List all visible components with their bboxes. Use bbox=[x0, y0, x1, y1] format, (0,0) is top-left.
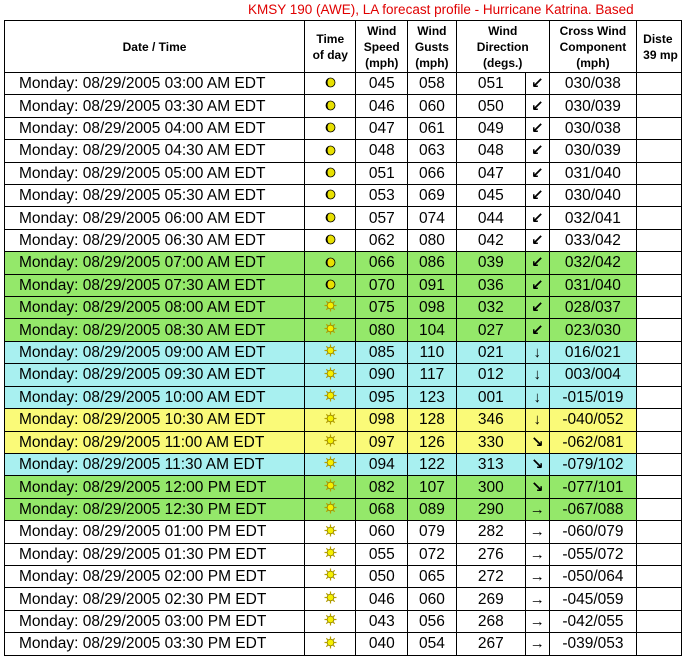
cell-wind-direction: 313 bbox=[456, 453, 525, 475]
cell-cross-wind: 032/041 bbox=[549, 207, 636, 229]
cell-wind-gusts: 054 bbox=[408, 633, 457, 655]
wind-arrow-icon: ↘ bbox=[525, 431, 549, 453]
cell-wind-speed: 097 bbox=[356, 431, 408, 453]
cell-cross-wind: 032/042 bbox=[549, 252, 636, 274]
cell-cross-wind: -062/081 bbox=[549, 431, 636, 453]
wind-arrow-icon: ↙ bbox=[525, 95, 549, 117]
cell-datetime: Monday: 08/29/2005 02:00 PM EDT bbox=[5, 565, 305, 587]
cell-wind-direction: 048 bbox=[456, 140, 525, 162]
cell-wind-gusts: 066 bbox=[408, 162, 457, 184]
table-row[interactable] bbox=[5, 476, 682, 498]
cell-cross-wind: 028/037 bbox=[549, 297, 636, 319]
cell-wind-speed: 057 bbox=[356, 207, 408, 229]
cell-distance bbox=[637, 73, 682, 95]
wind-arrow-icon: → bbox=[525, 543, 549, 565]
cell-wind-gusts: 110 bbox=[408, 341, 457, 363]
cell-wind-gusts: 065 bbox=[408, 565, 457, 587]
cell-distance bbox=[637, 140, 682, 162]
cell-wind-direction: 290 bbox=[456, 498, 525, 520]
table-row[interactable] bbox=[5, 364, 682, 386]
cell-datetime: Monday: 08/29/2005 10:30 AM EDT bbox=[5, 409, 305, 431]
cell-distance bbox=[637, 252, 682, 274]
wind-arrow-icon: ↓ bbox=[525, 341, 549, 363]
cell-cross-wind: 030/039 bbox=[549, 140, 636, 162]
cell-cross-wind: 030/040 bbox=[549, 185, 636, 207]
cell-wind-speed: 040 bbox=[356, 633, 408, 655]
cell-distance bbox=[637, 543, 682, 565]
cell-wind-direction: 050 bbox=[456, 95, 525, 117]
cell-cross-wind: -015/019 bbox=[549, 386, 636, 408]
wind-arrow-icon: → bbox=[525, 633, 549, 655]
sun-icon bbox=[305, 476, 356, 498]
cell-wind-direction: 269 bbox=[456, 588, 525, 610]
cell-cross-wind: 030/038 bbox=[549, 117, 636, 139]
cell-datetime: Monday: 08/29/2005 02:30 PM EDT bbox=[5, 588, 305, 610]
table-row[interactable] bbox=[5, 565, 682, 587]
wind-arrow-icon: ↘ bbox=[525, 476, 549, 498]
sun-icon bbox=[305, 565, 356, 587]
header-datetime[interactable]: Date / Time bbox=[5, 21, 305, 73]
cell-datetime: Monday: 08/29/2005 11:00 AM EDT bbox=[5, 431, 305, 453]
cell-wind-speed: 082 bbox=[356, 476, 408, 498]
cell-wind-direction: 012 bbox=[456, 364, 525, 386]
cell-wind-gusts: 107 bbox=[408, 476, 457, 498]
cell-datetime: Monday: 08/29/2005 08:30 AM EDT bbox=[5, 319, 305, 341]
cell-wind-speed: 066 bbox=[356, 252, 408, 274]
cell-cross-wind: 016/021 bbox=[549, 341, 636, 363]
cell-cross-wind: -039/053 bbox=[549, 633, 636, 655]
cell-wind-direction: 346 bbox=[456, 409, 525, 431]
cell-wind-gusts: 080 bbox=[408, 229, 457, 251]
cell-distance bbox=[637, 633, 682, 655]
cell-datetime: Monday: 08/29/2005 03:00 AM EDT bbox=[5, 73, 305, 95]
cell-wind-direction: 268 bbox=[456, 610, 525, 632]
cell-cross-wind: -045/059 bbox=[549, 588, 636, 610]
cell-cross-wind: -079/102 bbox=[549, 453, 636, 475]
cell-distance bbox=[637, 610, 682, 632]
cell-wind-gusts: 056 bbox=[408, 610, 457, 632]
cell-wind-gusts: 063 bbox=[408, 140, 457, 162]
table-row[interactable] bbox=[5, 386, 682, 408]
sun-icon bbox=[305, 364, 356, 386]
cell-wind-direction: 021 bbox=[456, 341, 525, 363]
cell-wind-gusts: 126 bbox=[408, 431, 457, 453]
cell-wind-direction: 045 bbox=[456, 185, 525, 207]
cell-wind-speed: 068 bbox=[356, 498, 408, 520]
wind-arrow-icon: ↙ bbox=[525, 319, 549, 341]
cell-wind-direction: 039 bbox=[456, 252, 525, 274]
cell-wind-direction: 032 bbox=[456, 297, 525, 319]
sun-icon bbox=[305, 386, 356, 408]
cell-wind-speed: 047 bbox=[356, 117, 408, 139]
cell-distance bbox=[637, 341, 682, 363]
cell-wind-direction: 300 bbox=[456, 476, 525, 498]
cell-wind-speed: 085 bbox=[356, 341, 408, 363]
cell-cross-wind: -042/055 bbox=[549, 610, 636, 632]
wind-arrow-icon: ↙ bbox=[525, 229, 549, 251]
cell-distance bbox=[637, 386, 682, 408]
cell-wind-speed: 062 bbox=[356, 229, 408, 251]
cell-datetime: Monday: 08/29/2005 06:00 AM EDT bbox=[5, 207, 305, 229]
cell-datetime: Monday: 08/29/2005 07:30 AM EDT bbox=[5, 274, 305, 296]
table-row[interactable] bbox=[5, 274, 682, 296]
cell-distance bbox=[637, 95, 682, 117]
cell-distance bbox=[637, 364, 682, 386]
cell-distance bbox=[637, 588, 682, 610]
cell-wind-direction: 276 bbox=[456, 543, 525, 565]
cell-datetime: Monday: 08/29/2005 04:00 AM EDT bbox=[5, 117, 305, 139]
cell-distance bbox=[637, 274, 682, 296]
cell-wind-gusts: 098 bbox=[408, 297, 457, 319]
cell-distance bbox=[637, 229, 682, 251]
cell-cross-wind: -060/079 bbox=[549, 521, 636, 543]
cell-cross-wind: -040/052 bbox=[549, 409, 636, 431]
wind-arrow-icon: → bbox=[525, 521, 549, 543]
header-cross-wind[interactable]: Cross Wind Component (mph) bbox=[549, 21, 636, 73]
moon-icon bbox=[305, 185, 356, 207]
wind-arrow-icon: ↙ bbox=[525, 252, 549, 274]
moon-icon bbox=[305, 207, 356, 229]
wind-arrow-icon: → bbox=[525, 498, 549, 520]
header-distance[interactable]: Diste 39 mp bbox=[637, 21, 682, 73]
cell-wind-direction: 047 bbox=[456, 162, 525, 184]
cell-wind-speed: 046 bbox=[356, 95, 408, 117]
sun-icon bbox=[305, 319, 356, 341]
cell-distance bbox=[637, 162, 682, 184]
wind-arrow-icon: → bbox=[525, 565, 549, 587]
cell-wind-gusts: 069 bbox=[408, 185, 457, 207]
header-row bbox=[5, 21, 682, 73]
table-row[interactable] bbox=[5, 431, 682, 453]
moon-icon bbox=[305, 274, 356, 296]
cell-cross-wind: -055/072 bbox=[549, 543, 636, 565]
cell-wind-gusts: 128 bbox=[408, 409, 457, 431]
cell-datetime: Monday: 08/29/2005 09:00 AM EDT bbox=[5, 341, 305, 363]
cell-datetime: Monday: 08/29/2005 12:30 PM EDT bbox=[5, 498, 305, 520]
cell-wind-gusts: 072 bbox=[408, 543, 457, 565]
cell-wind-speed: 060 bbox=[356, 521, 408, 543]
sun-icon bbox=[305, 409, 356, 431]
cell-datetime: Monday: 08/29/2005 03:30 PM EDT bbox=[5, 633, 305, 655]
cell-wind-speed: 090 bbox=[356, 364, 408, 386]
wind-arrow-icon: ↓ bbox=[525, 386, 549, 408]
cell-wind-speed: 051 bbox=[356, 162, 408, 184]
cell-distance bbox=[637, 297, 682, 319]
cell-distance bbox=[637, 185, 682, 207]
wind-arrow-icon: ↙ bbox=[525, 162, 549, 184]
cell-distance bbox=[637, 476, 682, 498]
cell-datetime: Monday: 08/29/2005 09:30 AM EDT bbox=[5, 364, 305, 386]
cell-cross-wind: -077/101 bbox=[549, 476, 636, 498]
cell-wind-speed: 053 bbox=[356, 185, 408, 207]
cell-wind-direction: 044 bbox=[456, 207, 525, 229]
cell-datetime: Monday: 08/29/2005 01:00 PM EDT bbox=[5, 521, 305, 543]
cell-datetime: Monday: 08/29/2005 05:00 AM EDT bbox=[5, 162, 305, 184]
cell-wind-direction: 051 bbox=[456, 73, 525, 95]
cell-wind-speed: 043 bbox=[356, 610, 408, 632]
cell-wind-gusts: 122 bbox=[408, 453, 457, 475]
sun-icon bbox=[305, 543, 356, 565]
cell-wind-speed: 050 bbox=[356, 565, 408, 587]
table-row[interactable] bbox=[5, 162, 682, 184]
cell-cross-wind: 023/030 bbox=[549, 319, 636, 341]
cell-datetime: Monday: 08/29/2005 12:00 PM EDT bbox=[5, 476, 305, 498]
table-row[interactable] bbox=[5, 140, 682, 162]
cell-wind-gusts: 104 bbox=[408, 319, 457, 341]
cell-datetime: Monday: 08/29/2005 03:00 PM EDT bbox=[5, 610, 305, 632]
sun-icon bbox=[305, 610, 356, 632]
sun-icon bbox=[305, 633, 356, 655]
cell-wind-gusts: 074 bbox=[408, 207, 457, 229]
cell-wind-direction: 282 bbox=[456, 521, 525, 543]
cell-wind-gusts: 117 bbox=[408, 364, 457, 386]
cell-datetime: Monday: 08/29/2005 07:00 AM EDT bbox=[5, 252, 305, 274]
cell-cross-wind: 030/039 bbox=[549, 95, 636, 117]
report-title: KMSY 190 (AWE), LA forecast profile - Hurricane Katrina. Based bbox=[248, 2, 634, 17]
cell-datetime: Monday: 08/29/2005 08:00 AM EDT bbox=[5, 297, 305, 319]
cell-distance bbox=[637, 207, 682, 229]
wind-arrow-icon: ↘ bbox=[525, 453, 549, 475]
cell-datetime: Monday: 08/29/2005 06:30 AM EDT bbox=[5, 229, 305, 251]
cell-wind-direction: 267 bbox=[456, 633, 525, 655]
cell-wind-speed: 080 bbox=[356, 319, 408, 341]
table-row[interactable] bbox=[5, 73, 682, 95]
wind-arrow-icon: ↙ bbox=[525, 274, 549, 296]
moon-icon bbox=[305, 117, 356, 139]
wind-arrow-icon: ↙ bbox=[525, 297, 549, 319]
cell-distance bbox=[637, 498, 682, 520]
cell-wind-direction: 330 bbox=[456, 431, 525, 453]
sun-icon bbox=[305, 498, 356, 520]
wind-arrow-icon: → bbox=[525, 588, 549, 610]
cell-wind-speed: 046 bbox=[356, 588, 408, 610]
cell-wind-gusts: 086 bbox=[408, 252, 457, 274]
cell-datetime: Monday: 08/29/2005 04:30 AM EDT bbox=[5, 140, 305, 162]
sun-icon bbox=[305, 588, 356, 610]
cell-wind-speed: 045 bbox=[356, 73, 408, 95]
table-row[interactable] bbox=[5, 252, 682, 274]
cell-wind-gusts: 123 bbox=[408, 386, 457, 408]
header-wind-direction[interactable]: Wind Direction (degs.) bbox=[456, 21, 549, 73]
cell-wind-speed: 095 bbox=[356, 386, 408, 408]
table-row[interactable] bbox=[5, 610, 682, 632]
wind-arrow-icon: ↙ bbox=[525, 185, 549, 207]
cell-wind-speed: 094 bbox=[356, 453, 408, 475]
cell-datetime: Monday: 08/29/2005 03:30 AM EDT bbox=[5, 95, 305, 117]
cell-wind-direction: 042 bbox=[456, 229, 525, 251]
cell-wind-gusts: 060 bbox=[408, 588, 457, 610]
cell-wind-gusts: 079 bbox=[408, 521, 457, 543]
cell-wind-gusts: 058 bbox=[408, 73, 457, 95]
table-row[interactable] bbox=[5, 229, 682, 251]
header-time-of-day[interactable]: Time of day bbox=[305, 21, 356, 73]
forecast-rows bbox=[5, 73, 682, 656]
cell-distance bbox=[637, 409, 682, 431]
moon-icon bbox=[305, 73, 356, 95]
table-row[interactable] bbox=[5, 409, 682, 431]
sun-icon bbox=[305, 431, 356, 453]
cell-cross-wind: 031/040 bbox=[549, 274, 636, 296]
table-row[interactable] bbox=[5, 543, 682, 565]
cell-wind-direction: 001 bbox=[456, 386, 525, 408]
table-row[interactable] bbox=[5, 633, 682, 655]
table-row[interactable] bbox=[5, 185, 682, 207]
wind-arrow-icon: ↙ bbox=[525, 73, 549, 95]
cell-distance bbox=[637, 521, 682, 543]
cell-datetime: Monday: 08/29/2005 11:30 AM EDT bbox=[5, 453, 305, 475]
table-row[interactable] bbox=[5, 297, 682, 319]
cell-cross-wind: -067/088 bbox=[549, 498, 636, 520]
table-row[interactable] bbox=[5, 588, 682, 610]
cell-distance bbox=[637, 453, 682, 475]
moon-icon bbox=[305, 162, 356, 184]
table-row[interactable] bbox=[5, 498, 682, 520]
cell-cross-wind: 030/038 bbox=[549, 73, 636, 95]
sun-icon bbox=[305, 297, 356, 319]
header-wind-speed[interactable]: Wind Speed (mph) bbox=[356, 21, 408, 73]
moon-icon bbox=[305, 140, 356, 162]
cell-wind-gusts: 089 bbox=[408, 498, 457, 520]
cell-wind-speed: 055 bbox=[356, 543, 408, 565]
table-row[interactable] bbox=[5, 521, 682, 543]
sun-icon bbox=[305, 341, 356, 363]
cell-distance bbox=[637, 117, 682, 139]
wind-arrow-icon: ↓ bbox=[525, 364, 549, 386]
wind-arrow-icon: ↙ bbox=[525, 207, 549, 229]
cell-distance bbox=[637, 431, 682, 453]
cell-wind-direction: 036 bbox=[456, 274, 525, 296]
wind-arrow-icon: → bbox=[525, 610, 549, 632]
cell-cross-wind: 003/004 bbox=[549, 364, 636, 386]
sun-icon bbox=[305, 453, 356, 475]
table-row[interactable] bbox=[5, 341, 682, 363]
cell-wind-speed: 098 bbox=[356, 409, 408, 431]
wind-arrow-icon: ↙ bbox=[525, 117, 549, 139]
table-row[interactable] bbox=[5, 319, 682, 341]
forecast-table bbox=[4, 20, 682, 656]
cell-cross-wind: -050/064 bbox=[549, 565, 636, 587]
cell-cross-wind: 031/040 bbox=[549, 162, 636, 184]
table-row[interactable] bbox=[5, 207, 682, 229]
cell-wind-direction: 027 bbox=[456, 319, 525, 341]
wind-arrow-icon: ↓ bbox=[525, 409, 549, 431]
wind-arrow-icon: ↙ bbox=[525, 140, 549, 162]
moon-icon bbox=[305, 229, 356, 251]
moon-icon bbox=[305, 95, 356, 117]
cell-wind-direction: 049 bbox=[456, 117, 525, 139]
cell-datetime: Monday: 08/29/2005 01:30 PM EDT bbox=[5, 543, 305, 565]
cell-distance bbox=[637, 319, 682, 341]
sun-icon bbox=[305, 521, 356, 543]
cell-wind-gusts: 061 bbox=[408, 117, 457, 139]
cell-wind-speed: 075 bbox=[356, 297, 408, 319]
cell-wind-speed: 048 bbox=[356, 140, 408, 162]
header-wind-gusts[interactable]: Wind Gusts (mph) bbox=[408, 21, 457, 73]
cell-cross-wind: 033/042 bbox=[549, 229, 636, 251]
table-row[interactable] bbox=[5, 453, 682, 475]
cell-datetime: Monday: 08/29/2005 10:00 AM EDT bbox=[5, 386, 305, 408]
table-row[interactable] bbox=[5, 95, 682, 117]
cell-wind-direction: 272 bbox=[456, 565, 525, 587]
cell-datetime: Monday: 08/29/2005 05:30 AM EDT bbox=[5, 185, 305, 207]
cell-wind-speed: 070 bbox=[356, 274, 408, 296]
table-row[interactable] bbox=[5, 117, 682, 139]
cell-distance bbox=[637, 565, 682, 587]
cell-wind-gusts: 060 bbox=[408, 95, 457, 117]
cell-wind-gusts: 091 bbox=[408, 274, 457, 296]
moon-icon bbox=[305, 252, 356, 274]
